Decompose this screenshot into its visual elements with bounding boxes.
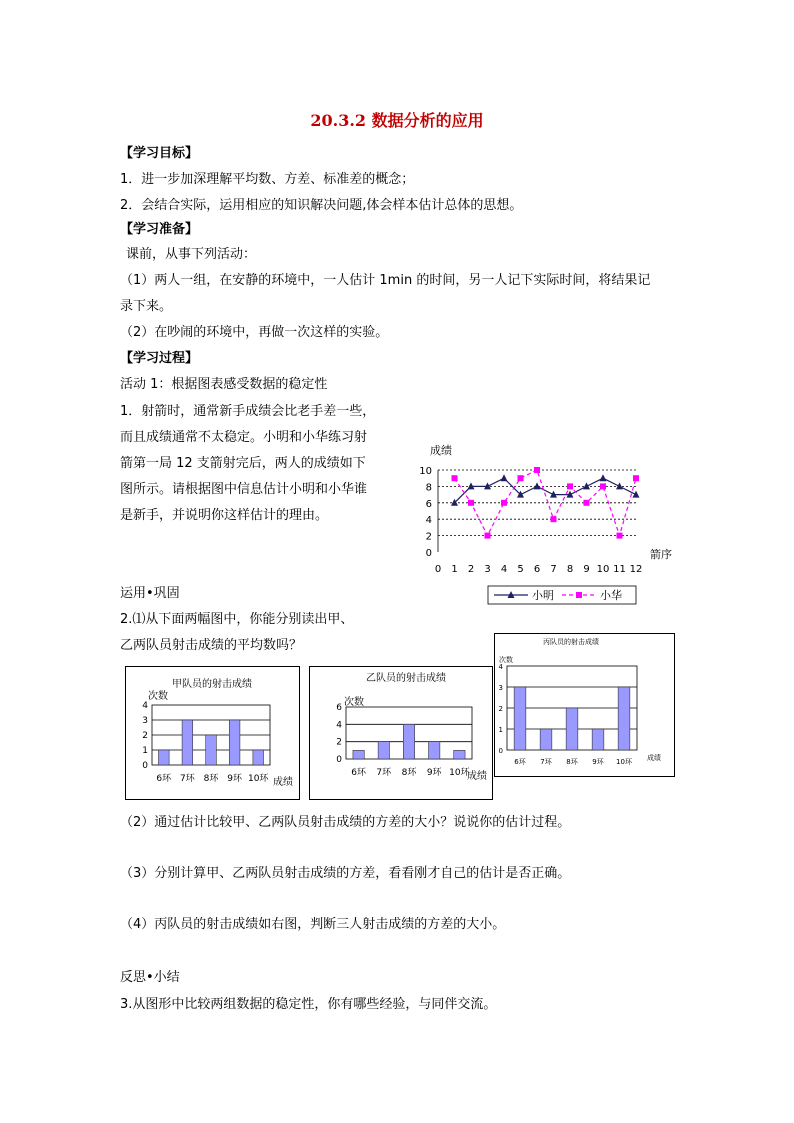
line-chart-point xyxy=(501,474,508,481)
bar-chart-xlabel: 成绩 xyxy=(647,754,661,762)
bar-chart-bar xyxy=(566,708,578,750)
line-chart-xtick: 6 xyxy=(533,564,541,575)
prep-item-2: （2）在吵闹的环境中，再做一次这样的实验。 xyxy=(120,325,389,340)
line-chart-xtick: 1 xyxy=(451,564,458,575)
line-chart-ylabel: 成绩 xyxy=(430,444,452,457)
bar-chart-bar xyxy=(403,724,414,759)
bar-chart-xlabel: 成绩 xyxy=(273,777,293,788)
bar-chart-xtick: 10环 xyxy=(247,774,269,784)
line-chart-point xyxy=(452,475,458,481)
bar-chart-bar xyxy=(353,750,364,759)
bar-chart-xtick: 6环 xyxy=(514,758,526,766)
line-chart-xtick: 7 xyxy=(550,564,557,575)
line-chart-ytick: 10 xyxy=(419,466,432,477)
bar-chart-xtick: 10环 xyxy=(616,758,632,766)
prep-intro: 课前，从事下列活动： xyxy=(126,247,257,262)
bar-chart-ylabel: 次数 xyxy=(148,691,168,702)
line-chart-point xyxy=(616,482,623,489)
line-chart-point xyxy=(567,483,573,489)
q2-item-3: （3）分别计算甲、乙两队员射击成绩的方差，看看刚才自己的估计是否正确。 xyxy=(120,866,571,881)
bar-chart-xtick: 6环 xyxy=(351,768,366,778)
line-chart-point xyxy=(468,500,474,506)
bar-chart-bar xyxy=(514,687,526,750)
bar-chart-bar xyxy=(540,729,552,750)
bar-chart-ytick: 3 xyxy=(142,716,148,726)
line-chart-point xyxy=(551,516,557,522)
bar-chart-bar xyxy=(182,720,193,765)
bar-chart-bar xyxy=(592,729,604,750)
line-chart-xtick: 0 xyxy=(434,564,442,575)
bar-chart-bar xyxy=(229,720,240,765)
bar-chart-bar xyxy=(378,742,389,759)
bar-chart-ylabel: 次数 xyxy=(344,697,364,708)
section-apply: 运用•巩固 xyxy=(120,586,180,601)
q1-line-5: 是新手，并说明你这样估计的理由。 xyxy=(120,508,329,523)
line-chart-ytick: 6 xyxy=(425,498,432,510)
line-chart-point xyxy=(485,533,491,539)
bar-chart-ytick: 2 xyxy=(142,731,148,741)
section-process: 【学习过程】 xyxy=(120,351,199,366)
q1-line-1: 1．射箭时，通常新手成绩会比老手差一些， xyxy=(120,404,376,419)
q1-line-4: 图所示。请根据图中信息估计小明和小华谁 xyxy=(120,482,368,497)
chart-jia xyxy=(126,667,299,799)
bar-chart-ytick: 2 xyxy=(336,737,342,748)
line-chart-series-2 xyxy=(455,470,637,536)
bar-chart-xtick: 7环 xyxy=(376,768,392,778)
bar-chart-xtick: 9环 xyxy=(592,758,604,766)
q1-line-3: 箭第一局 12 支箭射完后，两人的成绩如下 xyxy=(120,456,366,471)
bar-chart-ytick: 1 xyxy=(142,746,148,756)
line-chart-point xyxy=(617,533,623,539)
section-goal: 【学习目标】 xyxy=(120,146,199,161)
line-chart-xlabel: 箭序 xyxy=(650,548,672,561)
bar-chart-ytick: 0 xyxy=(498,747,503,755)
bar-chart-xtick: 8环 xyxy=(401,768,417,778)
bar-chart-bar xyxy=(158,750,169,765)
bar-chart-ytick: 0 xyxy=(142,761,148,771)
line-chart-ytick: 8 xyxy=(425,482,432,494)
line-chart-xtick: 9 xyxy=(583,564,590,575)
line-chart-point xyxy=(534,482,541,489)
line-chart-xtick: 8 xyxy=(566,564,574,575)
bar-chart-title: 丙队员的射击成绩 xyxy=(543,638,599,646)
page-title: 20.3.2 数据分析的应用 xyxy=(310,111,484,130)
line-chart-xtick: 10 xyxy=(596,564,610,575)
line-chart-point xyxy=(518,475,524,481)
bar-chart-xtick: 7环 xyxy=(180,774,195,784)
bar-chart-xtick: 8环 xyxy=(566,758,578,766)
line-chart-ytick: 0 xyxy=(425,548,432,559)
line-chart-point xyxy=(600,474,607,481)
goal-item-2: 2．会结合实际，运用相应的知识解决问题,体会样本估计总体的思想。 xyxy=(120,198,523,213)
bar-chart-ytick: 4 xyxy=(142,701,148,711)
bar-chart-xtick: 7环 xyxy=(540,758,552,766)
q3: 3.从图形中比较两组数据的稳定性，你有哪些经验，与同伴交流。 xyxy=(120,997,497,1012)
bar-chart-ytick: 0 xyxy=(336,755,342,765)
bar-chart-title: 乙队员的射击成绩 xyxy=(366,673,446,684)
line-chart-ytick: 4 xyxy=(425,515,432,527)
bar-chart-ytick: 6 xyxy=(336,703,342,713)
bar-chart-bar xyxy=(618,687,630,750)
line-chart-xtick: 11 xyxy=(613,564,626,575)
line-chart-xtick: 3 xyxy=(484,564,491,575)
arrow-score-line-chart xyxy=(414,440,684,610)
q2-line-1: 2.⑴从下面两幅图中，你能分别读出甲、 xyxy=(120,612,354,627)
bar-chart-ytick: 3 xyxy=(498,684,503,692)
bar-chart-bar xyxy=(253,750,264,765)
line-chart-ytick: 2 xyxy=(425,531,432,543)
bar-chart-xtick: 9环 xyxy=(426,768,442,778)
q1-line-2: 而且成绩通常不太稳定。小明和小华练习射 xyxy=(120,430,368,445)
chart-bing xyxy=(495,634,674,776)
bar-chart-ytick: 2 xyxy=(498,705,503,713)
bar-chart-bar xyxy=(429,742,440,759)
legend-label-2: 小华 xyxy=(600,589,622,602)
bar-chart-xtick: 9环 xyxy=(227,774,242,784)
section-reflect: 反思•小结 xyxy=(120,970,180,985)
bar-chart-xtick: 10环 xyxy=(449,768,470,778)
line-chart-point xyxy=(583,482,590,489)
bar-chart-xlabel: 成绩 xyxy=(467,771,487,782)
q2-item-2: （2）通过估计比较甲、乙两队员射击成绩的方差的大小？说说你的估计过程。 xyxy=(120,815,571,830)
q2-line-2: 乙两队员射击成绩的平均数吗？ xyxy=(120,638,303,653)
line-chart-point xyxy=(633,491,640,498)
prep-item-1a: （1）两人一组，在安静的环境中，一人估计 1min 的时间，另一人记下实际时间，将结果记 xyxy=(120,273,651,288)
line-chart-series-1 xyxy=(455,478,637,503)
chart-bing-frame xyxy=(494,633,675,777)
goal-item-1: 1．进一步加深理解平均数、方差、标准差的概念； xyxy=(120,172,415,187)
bar-chart-ylabel: 次数 xyxy=(499,656,513,664)
chart-yi-frame xyxy=(309,666,493,800)
bar-chart-ytick: 4 xyxy=(498,663,503,671)
line-chart-xtick: 5 xyxy=(517,564,524,575)
bar-chart-ytick: 4 xyxy=(336,720,342,731)
legend-marker-2 xyxy=(576,592,582,598)
line-chart-point xyxy=(534,467,540,473)
bar-chart-xtick: 6环 xyxy=(156,774,172,784)
line-chart-point xyxy=(501,500,507,506)
line-chart-xtick: 12 xyxy=(629,564,643,575)
line-chart-xtick: 4 xyxy=(500,564,508,575)
bar-chart-xtick: 8环 xyxy=(203,774,219,784)
legend-label-1: 小明 xyxy=(532,589,554,602)
chart-jia-frame xyxy=(125,666,300,800)
activity-1: 活动 1：根据图表感受数据的稳定性 xyxy=(120,377,328,392)
bar-chart-ytick: 1 xyxy=(498,726,503,734)
line-chart-point xyxy=(600,483,606,489)
line-chart-xtick: 2 xyxy=(467,564,475,575)
prep-item-1b: 录下来。 xyxy=(120,299,173,314)
bar-chart-title: 甲队员的射击成绩 xyxy=(172,679,252,690)
bar-chart-bar xyxy=(454,750,465,759)
section-prep: 【学习准备】 xyxy=(120,222,199,237)
chart-yi xyxy=(310,667,492,799)
q2-item-4: （4）丙队员的射击成绩如右图，判断三人射击成绩的方差的大小。 xyxy=(120,917,506,932)
bar-chart-bar xyxy=(206,735,217,765)
line-chart-point xyxy=(633,475,639,481)
line-chart-point xyxy=(584,500,590,506)
